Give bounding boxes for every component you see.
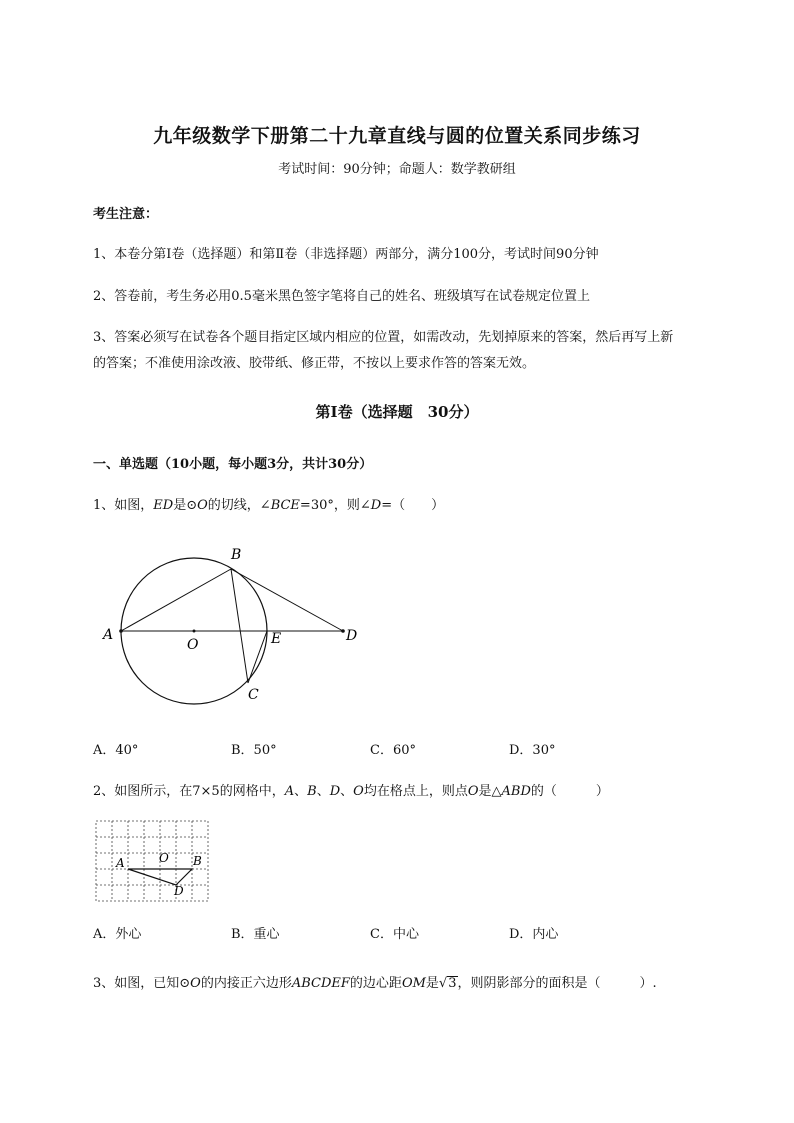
grid-lines [96,821,208,901]
line-bc [231,569,248,683]
q1-option-b[interactable]: B．50° [231,743,277,758]
q1-option-a[interactable]: A．40° [93,743,139,758]
question-2-grid-figure [90,815,215,905]
notice-item-1: 1、本卷分第I卷（选择题）和第Ⅱ卷（非选择题）两部分，满分100分，考试时间90分钟 [93,247,599,262]
label-b: B [193,854,202,868]
line-ce [248,631,267,683]
label-b: B [231,547,242,563]
sqrt-3: √3 [438,976,457,991]
label-e: E [271,631,282,647]
label-d: D [174,884,184,898]
label-a: A [103,627,114,643]
q2-option-b[interactable]: B．重心 [231,927,280,942]
label-o: O [187,637,199,653]
q2-option-d[interactable]: D．内心 [509,927,559,942]
notice-item-3-cont: 的答案；不准使用涂改液、胶带纸、修正带，不按以上要求作答的答案无效。 [93,356,536,371]
question-2-stem: 2、如图所示，在7×5的网格中，A、B、D、O均在格点上，则点O是△ABD的（ ） [93,784,609,799]
q2-option-c[interactable]: C．中心 [370,927,419,942]
section-title: 第I卷（选择题 30分） [315,403,479,421]
question-1-stem: 1、如图，ED是⊙O的切线，∠BCE=30°，则∠D=（ ） [93,498,445,513]
q1-option-c[interactable]: C．60° [370,743,416,758]
label-c: C [248,687,259,703]
exam-subtitle: 考试时间：90分钟；命题人：数学教研组 [278,162,516,177]
q2-option-a[interactable]: A．外心 [93,927,142,942]
question-3-stem: 3、如图，已知⊙O的内接正六边形ABCDEF的边心距OM是√3，则阴影部分的面积是（ ）. [93,976,657,991]
point-d [341,629,345,633]
line-bd [231,569,343,631]
page-title: 九年级数学下册第二十九章直线与圆的位置关系同步练习 [153,125,641,147]
line-ab [121,569,231,631]
notice-item-3: 3、答案必须写在试卷各个题目指定区域内相应的位置，如需改动，先划掉原来的答案，然后再写上新 [93,330,674,345]
question-1-figure [95,540,375,710]
point-a [119,629,123,633]
q1-option-d[interactable]: D．30° [509,743,556,758]
label-a: A [116,856,125,870]
part-title: 一、单选题（10小题，每小题3分，共计30分） [93,457,373,472]
notice-item-2: 2、答卷前，考生务必用0.5毫米黑色签字笔将自己的姓名、班级填写在试卷规定位置上 [93,289,590,304]
label-o: O [159,851,169,865]
label-d: D [346,628,358,644]
point-o [193,630,196,633]
notice-heading: 考生注意： [93,207,159,222]
